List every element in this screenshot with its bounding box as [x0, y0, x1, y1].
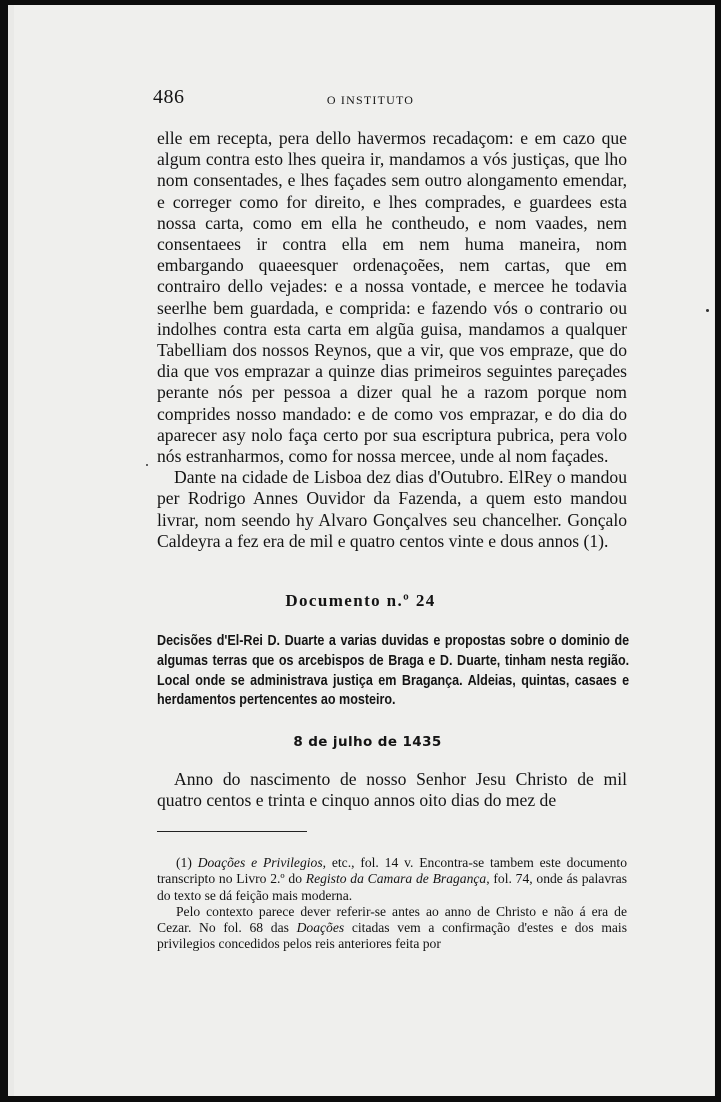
footnote-1	[157, 855, 627, 904]
paragraph: Dante na cidade de Lisboa dez dias d'Outubro. ElRey o mandou per Rodrigo Annes Ouvidor da Fazenda, a quem esto mandou livrar, nom seendo hy Alvaro Gonçalves seu chancelher. Gonçalo Caldeyra a fez era de mil e quatro centos vinte e dous annos (1).	[157, 467, 627, 551]
document-heading: Documento n.º 24	[285, 591, 436, 610]
footnote-text: , etc., fol. 14 v. Encontra-se tambem este documento transcripto no Livro 2.º do	[157, 855, 627, 887]
footnote-title: Doações	[296, 920, 345, 936]
footnote-text: , fol. 74, onde ás palavras do texto se dá feição mais moderna.	[157, 871, 627, 903]
main-text	[157, 128, 627, 552]
scan-border-bottom	[0, 1096, 721, 1102]
footnote-divider	[157, 831, 307, 832]
footnote-marker: (1)	[176, 855, 198, 870]
scan-speck	[706, 309, 709, 312]
document-summary: Decisões d'El-Rei D. Duarte a varias duvidas e propostas sobre o dominio de algumas terras que os arcebispos de Braga e D. Duarte, tinham nesta região. Local onde se administrava justiça em Bragança. Aldeias, quintas, casaes e herdamentos pertencentes ao mosteiro.	[157, 633, 630, 709]
scan-border-left	[0, 0, 8, 1102]
paragraph: Anno do nascimento de nosso Senhor Jesu Christo de mil quatro centos e trinta e cinquo annos oito dias do mez de	[157, 769, 627, 811]
footnote-text: Pelo contexto parece dever referir-se antes ao anno de Christo e não á era de Cezar. No fol. 68 das	[157, 903, 627, 936]
document-date: 8 de julho de 1435	[293, 734, 442, 750]
page-header	[0, 86, 721, 116]
footnote-text: citadas vem a confirmação d'estes e dos mais privilegios concedidos pelos reis anteriores feita por	[157, 920, 627, 952]
footnote-title: Doações e Privilegios	[197, 855, 323, 870]
document-opening	[157, 769, 627, 811]
footnote-title: Registo da Camara de Bragança	[305, 871, 487, 887]
paragraph: elle em recepta, pera dello havermos recadaçom: e em cazo que algum contra esto lhes queira ir, mandamos a vós justiças, que lho nom consentades, e lhes façades sem outro alongamento emendar, e correger como for direito, e lhes comprades, e guardees esta nossa carta, como em ella he contheudo, e nom vaades, nem consentaees ir contra ella em nem huma maneira, nom embargando quaeesquer ordenaçoẽes, nem cartas, que em contrairo dello vejades: e a nossa vontade, e mercee he todavia seerlhe bem guardada, e comprida: e fazendo vós o contrario ou indolhes contra esta carta em algũa guisa, mandamos a qualquer Tabelliam dos nossos Reynos, que a vir, que vos empraze, que do dia que vos emprazar a quinze dias primeiros seguintes pareçades perante nós per pessoa a dizer qual he a razom porque nom comprides nosso mandado: e de como vos emprazar, e do dia do aparecer asy nolo faça certo por sua escriptura pubrica, pera volo nós estranharmos, como for nossa mercee, unde al nom façades.	[157, 128, 627, 467]
footnotes	[157, 855, 627, 953]
scan-border-right	[715, 0, 721, 1102]
running-title: O INSTITUTO	[326, 93, 415, 107]
footnote-continuation	[157, 904, 627, 953]
page-number: 486	[153, 86, 185, 108]
scan-speck	[146, 464, 148, 466]
